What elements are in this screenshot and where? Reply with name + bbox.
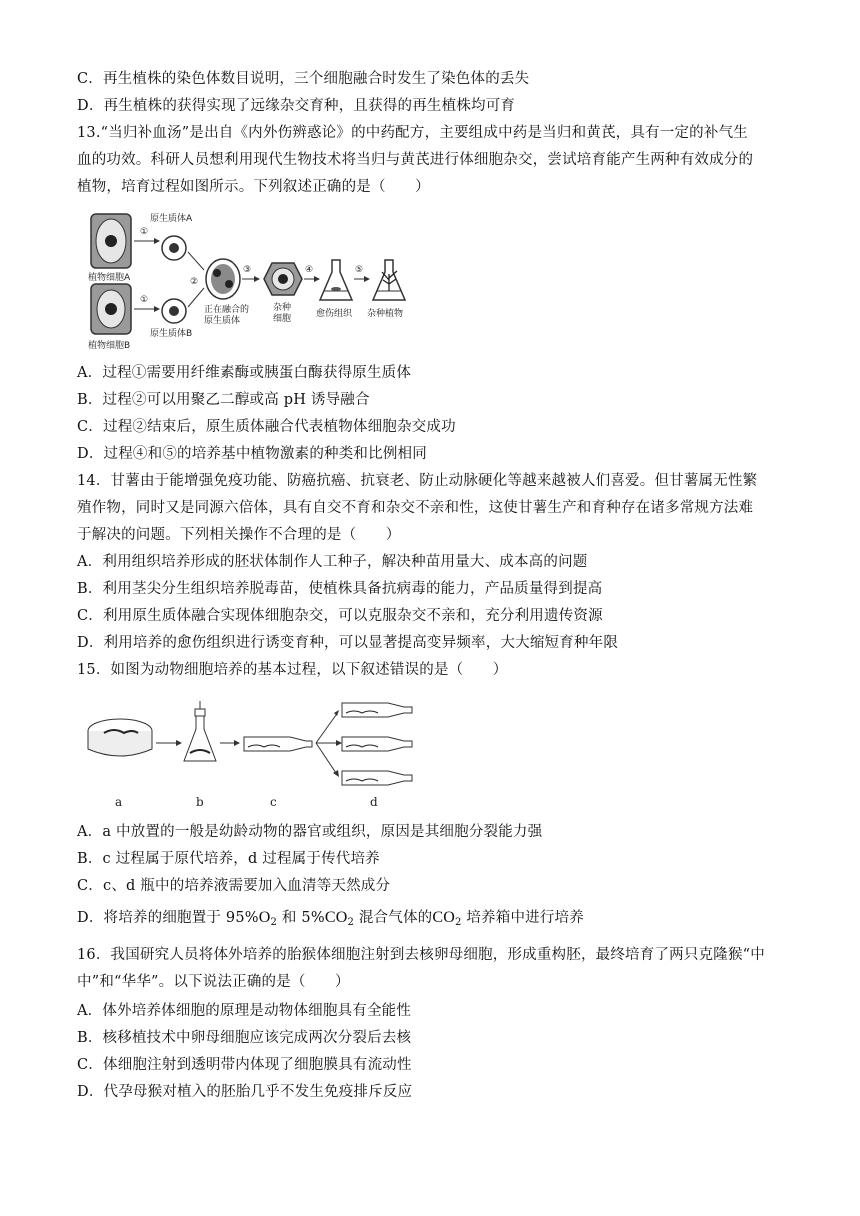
step2-label: ②: [190, 277, 199, 287]
q13-option-a: A．过程①需要用纤维素酶或胰蛋白酶获得原生质体: [77, 365, 412, 381]
step4-label: ④: [305, 265, 314, 275]
q13-option-b: B．过程②可以用聚乙二醇或高 pH 诱导融合: [77, 392, 370, 408]
q15-option-d-part1: D．将培养的细胞置于 95%: [77, 910, 259, 926]
culture-bottle-d1: [342, 703, 412, 717]
label-hybrid-1: 杂种: [273, 303, 292, 313]
callus-flask: [320, 260, 352, 300]
culture-bottle-d3: [342, 771, 412, 785]
q14-option-d: D．利用培养的愈伤组织进行诱变育种，可以显著提高变异频率，大大缩短育种年限: [77, 635, 619, 651]
q15-stem: 15．如图为动物细胞培养的基本过程，以下叙述错误的是（ ）: [77, 662, 508, 678]
q15-option-a: A．a 中放置的一般是幼龄动物的器官或组织，原因是其细胞分裂能力强: [77, 824, 543, 840]
q14-option-a: A．利用组织培养形成的胚状体制作人工种子，解决种苗用量大、成本高的问题: [77, 554, 588, 570]
q13-stem-line-1: 13.“当归补血汤”是出自《内外伤辨惑论》的中药配方，主要组成中药是当归和黄芪，具有一定的补气生: [77, 125, 748, 141]
label-fusing-2: 原生质体: [204, 316, 241, 326]
q13-stem-line-2: 血的功效。科研人员想利用现代生物技术将当归与黄芪进行体细胞杂交，尝试培育能产生两种有效成分的: [77, 152, 754, 168]
label-fusing-1: 正在融合的: [204, 305, 250, 315]
co2-formula-2: CO: [432, 909, 455, 926]
q15-option-d-part2: 和 5%: [277, 910, 325, 926]
q16-option-d: D．代孕母猴对植入的胚胎几乎不发生免疫排斥反应: [77, 1084, 413, 1100]
q16-stem-line-2: 中”和“华华”。以下说法正确的是（ ）: [77, 974, 350, 990]
q16-option-a: A．体外培养体细胞的原理是动物体细胞具有全能性: [77, 1003, 412, 1019]
q14-option-b: B．利用茎尖分生组织培养脱毒苗，使植株具备抗病毒的能力，产品质量得到提高: [77, 581, 603, 597]
flask-b: [184, 701, 216, 761]
q14-option-c: C．利用原生质体融合实现体细胞杂交，可以克服杂交不亲和，充分利用遗传资源: [77, 608, 603, 624]
q15-option-d: [77, 908, 787, 933]
label-hybrid-2: 细胞: [273, 314, 292, 324]
step5-label: ⑤: [355, 265, 364, 275]
label-d: d: [370, 795, 378, 809]
q12-option-c: C．再生植株的染色体数目说明，三个细胞融合时发生了染色体的丢失: [77, 71, 530, 87]
plant-cell-a: [91, 214, 131, 268]
q15-cell-culture-diagram: [84, 689, 424, 811]
label-callus: 愈伤组织: [316, 309, 353, 319]
fusing-protoplast: [206, 259, 240, 299]
o2-formula: O: [258, 909, 271, 926]
label-plant-cell-a: 植物细胞A: [88, 273, 131, 283]
q14-stem-line-1: 14．甘薯由于能增强免疫功能、防癌抗癌、抗衰老、防止动脉硬化等越来越被人们喜爱。但甘薯属无性繁: [77, 473, 758, 489]
label-b: b: [196, 795, 204, 809]
q14-stem-line-3: 于解决的问题。下列相关操作不合理的是（ ）: [77, 527, 401, 543]
culture-bottle-c: [244, 737, 312, 751]
step1-label-a: ①: [140, 227, 149, 237]
q13-option-c: C．过程②结束后，原生质体融合代表植物体细胞杂交成功: [77, 419, 456, 435]
q16-option-b: B．核移植技术中卵母细胞应该完成两次分裂后去核: [77, 1030, 412, 1046]
q13-hybridization-diagram: [86, 208, 416, 356]
q15-option-d-part3: 混合气体的: [354, 910, 433, 926]
q12-option-d: D．再生植株的获得实现了远缘杂交育种，且获得的再生植株均可育: [77, 98, 516, 114]
culture-bottle-d2: [342, 737, 412, 751]
q13-stem-line-3: 植物，培育过程如图所示。下列叙述正确的是（ ）: [77, 179, 430, 195]
hybrid-plant-flask: [373, 260, 405, 300]
q15-option-c: C．c、d 瓶中的培养液需要加入血清等天然成分: [77, 878, 391, 894]
plant-cell-b: [91, 284, 131, 334]
step3-label: ③: [243, 265, 252, 275]
o2-subscript: 2: [270, 917, 278, 928]
label-a: a: [115, 795, 123, 809]
label-hybrid-plant: 杂种植物: [367, 309, 404, 319]
label-protoplast-b: 原生质体B: [150, 329, 193, 339]
q15-option-d-part4: 培养箱中进行培养: [461, 910, 584, 926]
petri-dish-a: [88, 719, 152, 756]
q16-stem-line-1: 16．我国研究人员将体外培养的胎猴体细胞注射到去核卵母细胞，形成重构胚，最终培育了两只克隆猴“中: [77, 947, 765, 963]
q15-option-b: B．c 过程属于原代培养，d 过程属于传代培养: [77, 851, 380, 867]
co2-formula: CO: [324, 909, 348, 926]
q16-option-c: C．体细胞注射到透明带内体现了细胞膜具有流动性: [77, 1057, 412, 1073]
q14-stem-line-2: 殖作物，同时又是同源六倍体，具有自交不育和杂交不亲和性，这使甘薯生产和育种存在诸多常规方法难: [77, 500, 754, 516]
step1-label-b: ①: [140, 295, 149, 305]
q13-option-d: D．过程④和⑤的培养基中植物激素的种类和比例相同: [77, 446, 427, 462]
label-plant-cell-b: 植物细胞B: [88, 341, 131, 351]
label-protoplast-a: 原生质体A: [150, 214, 193, 224]
co2-subscript-2: 2: [454, 917, 462, 928]
label-c: c: [270, 795, 277, 809]
hybrid-cell: [264, 263, 302, 295]
co2-subscript: 2: [347, 917, 355, 928]
